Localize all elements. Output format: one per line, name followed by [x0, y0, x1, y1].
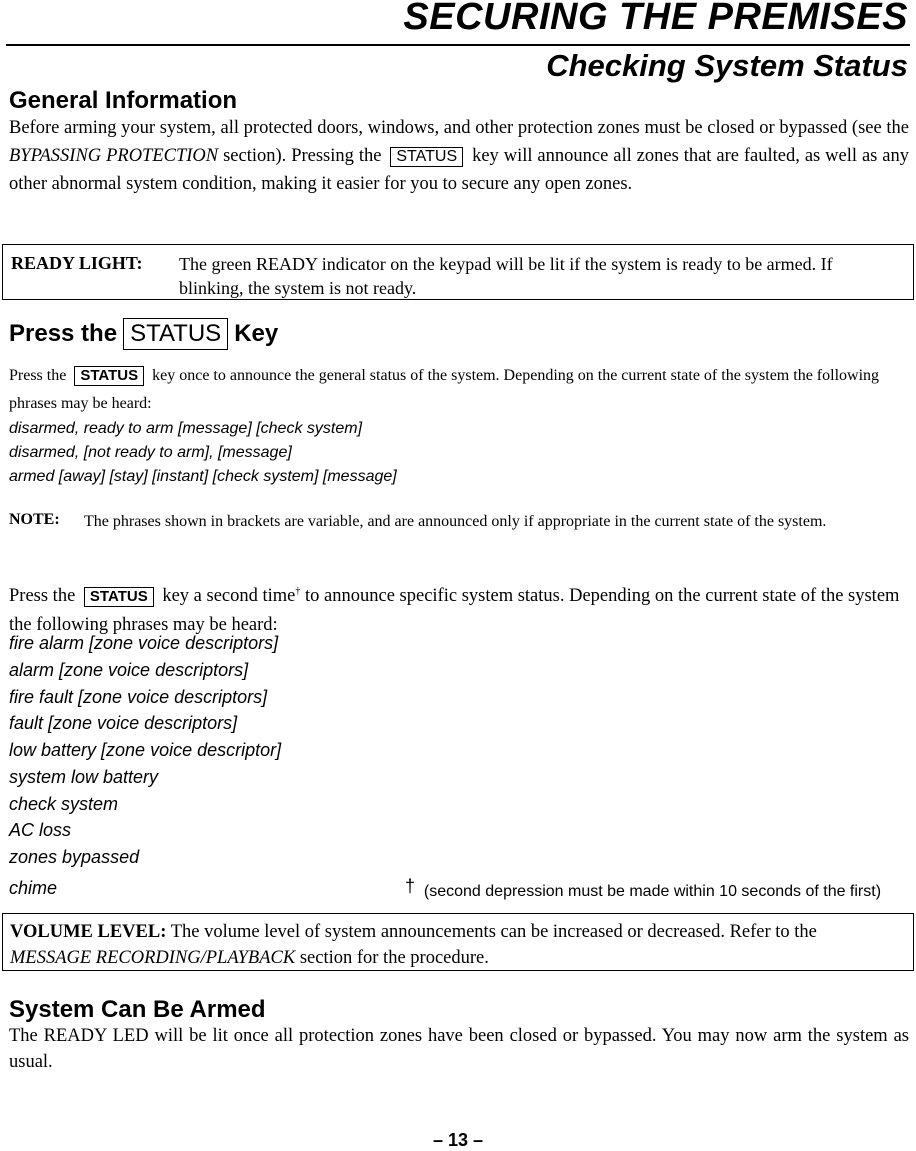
press-heading-post: Key: [234, 320, 279, 347]
page-title: SECURING THE PREMISES: [403, 0, 908, 38]
phrase-system-low-battery: system low battery: [9, 767, 159, 787]
phrase-zones-bypassed: zones bypassed: [9, 847, 140, 867]
system-can-be-armed-text: The READY LED will be lit once all protection zones have been closed or bypassed. You may now arm the system as usual.: [9, 1026, 909, 1072]
status-key-p2: STATUS: [84, 587, 154, 607]
phrase-ac-loss: AC loss: [9, 820, 72, 840]
page-number: – 13 –: [432, 1130, 484, 1150]
status-key: STATUS: [390, 147, 463, 167]
volume-text-2: section for the procedure.: [299, 948, 489, 968]
press-status-heading: [9, 318, 278, 350]
phrase-2: disarmed, [not ready to arm], [message]: [9, 444, 292, 461]
volume-text-1: The volume level of system announcements can be increased or decreased. Refer to the: [170, 922, 817, 942]
status-key-p1: STATUS: [74, 366, 144, 386]
message-recording-ref: MESSAGE RECORDING/PLAYBACK: [10, 948, 296, 968]
bypassing-protection-ref: BYPASSING PROTECTION: [9, 146, 219, 166]
press-twice-text: [9, 577, 909, 640]
page-subtitle: Checking System Status: [546, 48, 908, 83]
phrase-low-battery: low battery [zone voice descriptor]: [9, 740, 282, 760]
ready-light-label: READY LIGHT:: [11, 253, 143, 273]
press-heading-pre: Press the: [9, 320, 118, 347]
phrase-fire-alarm: fire alarm [zone voice descriptors]: [9, 633, 279, 653]
volume-level-label: VOLUME LEVEL:: [10, 922, 167, 942]
phrase-3: armed [away] [stay] [instant] [check system] [message]: [9, 468, 397, 485]
note-text: The phrases shown in brackets are variable, and are announced only if appropriate in the current state of the system.: [84, 513, 827, 530]
p1-pre: Press the: [9, 367, 67, 384]
footnote-text: (second depression must be made within 10 seconds of the first): [423, 883, 882, 900]
general-text-2: section). Pressing the: [223, 146, 382, 166]
phrase-check-system: check system: [9, 794, 119, 814]
footnote-dagger: †: [405, 876, 416, 896]
volume-level-box: [2, 913, 914, 971]
p1-post: key once to announce the general status of the system. Depending on the current state of the system the following phrases may be heard:: [9, 367, 880, 412]
title-rule: [6, 44, 910, 46]
general-text-1: Before arming your system, all protected doors, windows, and other protection zones must be closed or bypassed (see the: [9, 118, 909, 138]
ready-light-box: [2, 244, 914, 300]
dagger-mark: †: [295, 586, 301, 597]
phrase-1: disarmed, ready to arm [message] [check system]: [9, 420, 363, 437]
note-label: NOTE:: [9, 511, 60, 528]
status-key-heading: STATUS: [123, 318, 228, 350]
press-once-text: [9, 362, 909, 418]
phrase-fault: fault [zone voice descriptors]: [9, 713, 238, 733]
phrase-fire-fault: fire fault [zone voice descriptors]: [9, 687, 268, 707]
phrase-chime: chime: [9, 878, 58, 898]
p2-mid: key a second time: [162, 586, 296, 607]
general-text-3: key will announce all zones that are faulted, as well as any other abnormal system condition, making it easier for you to secure any open zones.: [9, 146, 909, 194]
p2-pre: Press the: [9, 586, 76, 607]
general-information-heading: General Information: [9, 87, 238, 114]
footnote: [405, 876, 881, 901]
volume-level-text: [10, 919, 900, 971]
p2-post: to announce specific system status. Depending on the current state of the system the following phrases may be heard:: [9, 586, 900, 636]
ready-light-text: The green READY indicator on the keypad will be lit if the system is ready to be armed. If blinking, the system is not ready.: [179, 254, 833, 298]
system-can-be-armed-heading: System Can Be Armed: [9, 996, 266, 1023]
phrase-alarm: alarm [zone voice descriptors]: [9, 660, 249, 680]
general-information-text: [9, 114, 909, 198]
